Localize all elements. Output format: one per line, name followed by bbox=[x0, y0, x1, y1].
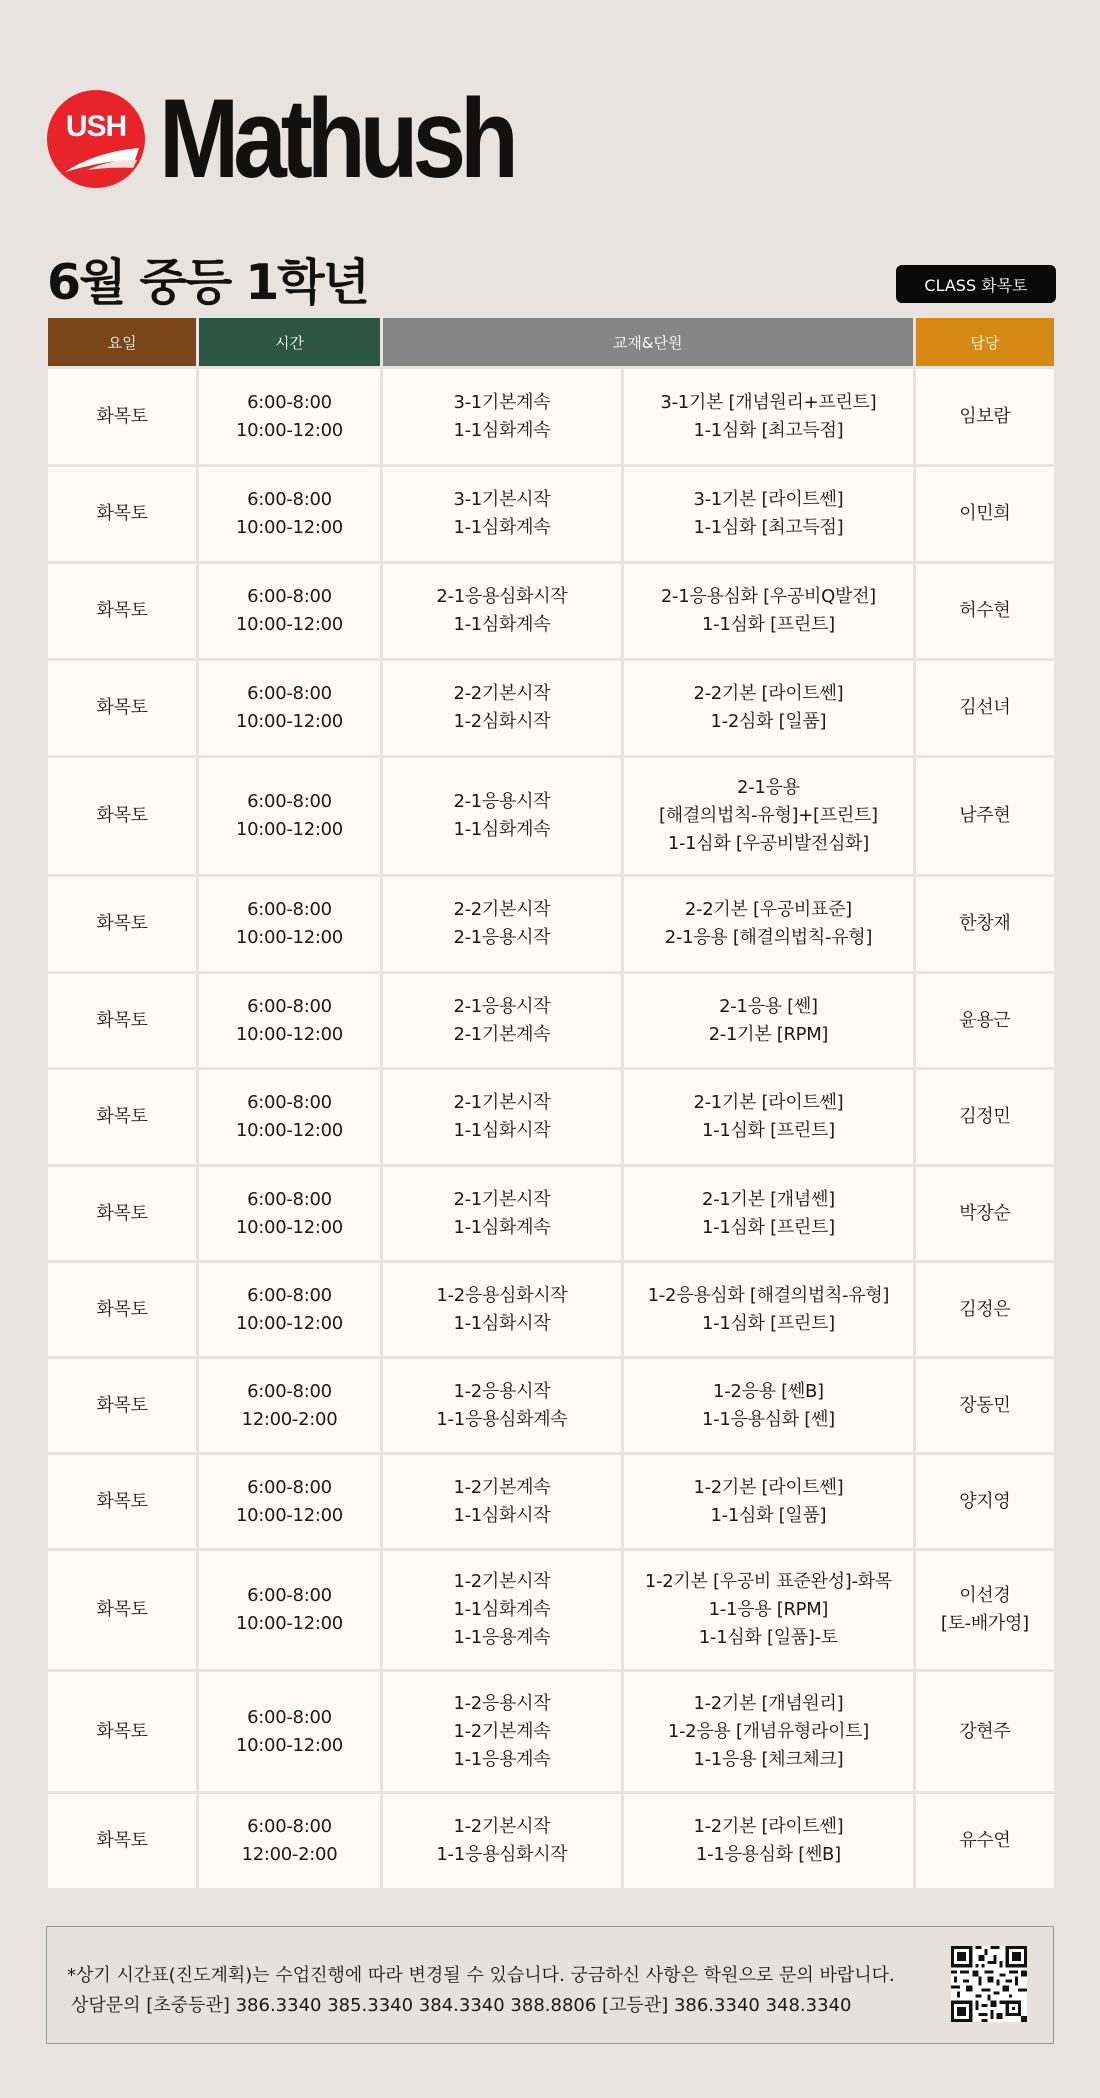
time-cell bbox=[199, 1263, 379, 1356]
progress-cell-line: 1-1심화계속 bbox=[453, 1216, 551, 1238]
table-row bbox=[48, 369, 1054, 464]
teacher-cell-line: 유수연 bbox=[959, 1830, 1011, 1851]
time-cell-line: 10:00-12:00 bbox=[235, 419, 343, 441]
progress-cell bbox=[383, 1672, 621, 1791]
progress-cell-line: 1-2기본계속 bbox=[453, 1720, 551, 1742]
time-cell bbox=[199, 877, 379, 971]
teacher-cell-line: 박장순 bbox=[959, 1202, 1011, 1224]
book-cell-line: 2-1기본 [RPM] bbox=[708, 1023, 829, 1045]
book-cell-line: 1-1심화 [프린트] bbox=[701, 614, 835, 635]
teacher-cell bbox=[916, 1794, 1054, 1888]
day-cell: 화목토 bbox=[48, 1672, 196, 1791]
logo-badge-text: USH bbox=[65, 110, 127, 143]
book-cell-line: 2-1응용 [해결의법칙-유형] bbox=[664, 927, 873, 948]
progress-cell-line: 1-2응용시작 bbox=[453, 1692, 551, 1714]
teacher-cell-line: 남주현 bbox=[959, 805, 1011, 826]
book-cell-line: 1-1응용심화 [쎈] bbox=[701, 1408, 835, 1430]
time-cell-line: 10:00-12:00 bbox=[235, 517, 343, 538]
time-cell-line: 6:00-8:00 bbox=[247, 791, 332, 812]
time-cell bbox=[199, 1167, 379, 1260]
progress-cell bbox=[383, 1455, 621, 1548]
progress-cell bbox=[383, 877, 621, 971]
ush-logo-icon bbox=[47, 90, 145, 188]
teacher-cell-line: 장동민 bbox=[959, 1394, 1011, 1416]
logo-swoosh-icon bbox=[47, 90, 145, 188]
book-cell-line: 2-1응용심화 [우공비Q발전] bbox=[660, 586, 876, 607]
progress-cell-line: 1-1심화계속 bbox=[453, 614, 551, 635]
contact-text: 상담문의 [초중등관] 386.3340 385.3340 384.3340 388.8806 [고등관] 386.3340 348.3340 bbox=[71, 1995, 852, 2016]
teacher-cell-line: 양지영 bbox=[959, 1490, 1011, 1512]
progress-cell-line: 1-2기본계속 bbox=[453, 1476, 551, 1498]
book-cell-line: 1-2응용 [개념유형라이트] bbox=[667, 1720, 869, 1742]
book-cell-line: 1-1응용 [RPM] bbox=[708, 1599, 829, 1620]
notice-text: *상기 시간표(진도계획)는 수업진행에 따라 변경될 수 있습니다. 궁금하신 사항은 학원으로 문의 바랍니다. bbox=[67, 1965, 895, 1986]
book-cell-line: 1-1심화 [최고득점] bbox=[693, 517, 844, 538]
book-cell-line: 1-1심화 [최고득점] bbox=[693, 419, 844, 441]
progress-cell bbox=[383, 758, 621, 874]
brand-logo bbox=[47, 76, 570, 201]
book-cell bbox=[624, 564, 913, 658]
header-teacher: 담당 bbox=[916, 318, 1054, 366]
time-cell bbox=[199, 1794, 379, 1888]
time-cell-line: 6:00-8:00 bbox=[247, 1092, 332, 1113]
progress-cell-line: 1-1심화계속 bbox=[453, 1599, 551, 1620]
book-cell-line: 1-1심화 [프린트] bbox=[701, 1216, 835, 1238]
progress-cell-line: 2-1응용심화시작 bbox=[436, 586, 568, 607]
progress-cell-line: 1-1심화계속 bbox=[453, 419, 551, 441]
time-cell-line: 10:00-12:00 bbox=[235, 1504, 343, 1526]
book-cell-line: 1-1응용 [체크체크] bbox=[693, 1748, 844, 1770]
progress-cell-line: 1-1심화시작 bbox=[453, 1504, 551, 1526]
book-cell bbox=[624, 467, 913, 561]
table-row bbox=[48, 877, 1054, 971]
book-cell bbox=[624, 1794, 913, 1888]
progress-cell-line: 3-1기본시작 bbox=[453, 489, 551, 510]
progress-cell-line: 1-2심화시작 bbox=[453, 711, 551, 732]
book-cell-line: 2-2기본 [우공비표준] bbox=[684, 899, 852, 920]
progress-cell bbox=[383, 467, 621, 561]
book-cell bbox=[624, 1263, 913, 1356]
progress-cell-line: 1-1응용심화계속 bbox=[436, 1408, 568, 1430]
book-cell-line: 2-1응용 [쎈] bbox=[719, 995, 818, 1017]
time-cell-line: 6:00-8:00 bbox=[247, 995, 332, 1017]
time-cell-line: 6:00-8:00 bbox=[247, 1284, 332, 1306]
progress-cell-line: 2-1응용시작 bbox=[453, 995, 551, 1017]
progress-cell-line: 2-1응용시작 bbox=[453, 791, 551, 812]
progress-cell-line: 3-1기본계속 bbox=[453, 391, 551, 413]
teacher-cell-line: 한창재 bbox=[959, 913, 1011, 934]
book-cell-line: 2-1응용 bbox=[737, 777, 800, 798]
time-cell-line: 6:00-8:00 bbox=[247, 1380, 332, 1402]
book-cell-line: 1-1심화 [일품] bbox=[710, 1504, 827, 1526]
teacher-cell bbox=[916, 974, 1054, 1067]
day-cell: 화목토 bbox=[48, 369, 196, 464]
class-badge: CLASS 화목토 bbox=[896, 265, 1056, 303]
time-cell-line: 6:00-8:00 bbox=[247, 683, 332, 704]
progress-cell-line: 2-1응용시작 bbox=[453, 927, 551, 948]
book-cell-line: 1-1심화 [일품]-토 bbox=[698, 1627, 838, 1648]
time-cell bbox=[199, 1455, 379, 1548]
book-cell-line: 1-2기본 [라이트쎈] bbox=[693, 1816, 844, 1837]
teacher-cell-line: 윤용근 bbox=[959, 1009, 1011, 1031]
book-cell-line: 3-1기본 [라이트쎈] bbox=[693, 489, 844, 510]
teacher-cell bbox=[916, 1263, 1054, 1356]
teacher-cell-line: [토-배가영] bbox=[940, 1613, 1029, 1634]
teacher-cell-line: 허수현 bbox=[959, 600, 1011, 621]
teacher-cell bbox=[916, 1672, 1054, 1791]
teacher-cell bbox=[916, 1167, 1054, 1260]
table-header-row bbox=[48, 318, 1054, 366]
progress-cell-line: 2-1기본시작 bbox=[453, 1092, 551, 1113]
day-cell: 화목토 bbox=[48, 1455, 196, 1548]
time-cell-line: 6:00-8:00 bbox=[247, 391, 332, 413]
book-cell-line: 3-1기본 [개념원리+프린트] bbox=[660, 391, 877, 413]
book-cell-line: 2-2기본 [라이트쎈] bbox=[693, 683, 844, 704]
teacher-cell-line: 김선녀 bbox=[959, 697, 1011, 718]
progress-cell bbox=[383, 1551, 621, 1669]
time-cell-line: 6:00-8:00 bbox=[247, 1706, 332, 1728]
book-cell bbox=[624, 661, 913, 755]
book-cell-line: 2-1기본 [라이트쎈] bbox=[693, 1092, 844, 1113]
teacher-cell-line: 임보람 bbox=[959, 405, 1011, 427]
teacher-cell bbox=[916, 1551, 1054, 1669]
progress-cell bbox=[383, 1070, 621, 1164]
time-cell-line: 10:00-12:00 bbox=[235, 1023, 343, 1045]
progress-cell-line: 1-2응용심화시작 bbox=[436, 1284, 568, 1306]
book-cell bbox=[624, 369, 913, 464]
teacher-cell bbox=[916, 1070, 1054, 1164]
time-cell bbox=[199, 1070, 379, 1164]
time-cell bbox=[199, 1551, 379, 1669]
table-row bbox=[48, 1794, 1054, 1888]
teacher-cell-line: 김정은 bbox=[959, 1298, 1011, 1320]
book-cell bbox=[624, 758, 913, 874]
time-cell bbox=[199, 1359, 379, 1452]
progress-cell-line: 1-1응용계속 bbox=[453, 1748, 551, 1770]
book-cell-line: 1-2기본 [개념원리] bbox=[693, 1692, 844, 1714]
book-cell-line: 1-1응용심화 [쎈B] bbox=[695, 1844, 841, 1865]
progress-cell-line: 1-1심화계속 bbox=[453, 517, 551, 538]
day-cell: 화목토 bbox=[48, 1167, 196, 1260]
progress-cell-line: 2-1기본시작 bbox=[453, 1188, 551, 1210]
page-title: 6월 중등 1학년 bbox=[47, 254, 368, 311]
book-cell-line: 1-2기본 [라이트쎈] bbox=[693, 1476, 844, 1498]
book-cell bbox=[624, 1455, 913, 1548]
time-cell-line: 10:00-12:00 bbox=[235, 614, 343, 635]
time-cell-line: 10:00-12:00 bbox=[235, 1613, 343, 1634]
timetable bbox=[45, 315, 1057, 1891]
teacher-cell-line: 이민희 bbox=[959, 503, 1011, 524]
header-book: 교재&단원 bbox=[383, 318, 913, 366]
book-cell bbox=[624, 1672, 913, 1791]
day-cell: 화목토 bbox=[48, 661, 196, 755]
time-cell-line: 6:00-8:00 bbox=[247, 586, 332, 607]
time-cell bbox=[199, 564, 379, 658]
header-time: 시간 bbox=[199, 318, 379, 366]
time-cell-line: 10:00-12:00 bbox=[235, 711, 343, 732]
progress-cell bbox=[383, 369, 621, 464]
table-row bbox=[48, 1263, 1054, 1356]
table-row bbox=[48, 1359, 1054, 1452]
time-cell bbox=[199, 974, 379, 1067]
time-cell-line: 6:00-8:00 bbox=[247, 489, 332, 510]
book-cell-line: 1-2기본 [우공비 표준완성]-화목 bbox=[644, 1571, 892, 1592]
book-cell bbox=[624, 1551, 913, 1669]
book-cell-line: 1-2심화 [일품] bbox=[710, 711, 827, 732]
progress-cell-line: 1-1응용심화시작 bbox=[436, 1844, 568, 1865]
teacher-cell-line: 이선경 bbox=[959, 1585, 1011, 1606]
progress-cell bbox=[383, 1167, 621, 1260]
table-row bbox=[48, 758, 1054, 874]
progress-cell-line: 2-1기본계속 bbox=[453, 1023, 551, 1045]
teacher-cell-line: 강현주 bbox=[959, 1720, 1011, 1742]
book-cell bbox=[624, 1070, 913, 1164]
notice-box bbox=[46, 1926, 1054, 2044]
book-cell-line: [해결의법칙-유형]+[프린트] bbox=[659, 805, 878, 826]
book-cell-line: 1-1심화 [우공비발전심화] bbox=[667, 833, 869, 854]
book-cell bbox=[624, 877, 913, 971]
table-row bbox=[48, 1551, 1054, 1669]
book-cell-line: 1-2응용 [쎈B] bbox=[713, 1380, 824, 1402]
day-cell: 화목토 bbox=[48, 974, 196, 1067]
time-cell-line: 6:00-8:00 bbox=[247, 899, 332, 920]
progress-cell-line: 1-2기본시작 bbox=[453, 1816, 551, 1837]
header-day: 요일 bbox=[48, 318, 196, 366]
table-row bbox=[48, 1167, 1054, 1260]
book-cell bbox=[624, 974, 913, 1067]
teacher-cell bbox=[916, 1359, 1054, 1452]
progress-cell bbox=[383, 564, 621, 658]
day-cell: 화목토 bbox=[48, 1794, 196, 1888]
progress-cell-line: 1-1심화시작 bbox=[453, 1312, 551, 1334]
progress-cell-line: 2-2기본시작 bbox=[453, 683, 551, 704]
teacher-cell bbox=[916, 467, 1054, 561]
book-cell-line: 1-2응용심화 [해결의법칙-유형] bbox=[647, 1284, 890, 1306]
day-cell: 화목토 bbox=[48, 1263, 196, 1356]
teacher-cell bbox=[916, 877, 1054, 971]
time-cell bbox=[199, 1672, 379, 1791]
book-cell bbox=[624, 1167, 913, 1260]
teacher-cell bbox=[916, 369, 1054, 464]
time-cell-line: 6:00-8:00 bbox=[247, 1816, 332, 1837]
time-cell-line: 10:00-12:00 bbox=[235, 819, 343, 840]
time-cell-line: 10:00-12:00 bbox=[235, 927, 343, 948]
day-cell: 화목토 bbox=[48, 1551, 196, 1669]
time-cell-line: 12:00-2:00 bbox=[241, 1844, 338, 1865]
progress-cell bbox=[383, 974, 621, 1067]
time-cell bbox=[199, 758, 379, 874]
day-cell: 화목토 bbox=[48, 1359, 196, 1452]
day-cell: 화목토 bbox=[48, 564, 196, 658]
brand-name: Mathush bbox=[159, 76, 513, 201]
progress-cell bbox=[383, 1263, 621, 1356]
progress-cell-line: 1-1심화시작 bbox=[453, 1120, 551, 1141]
book-cell bbox=[624, 1359, 913, 1452]
book-cell-line: 2-1기본 [개념쎈] bbox=[701, 1188, 835, 1210]
time-cell-line: 6:00-8:00 bbox=[247, 1188, 332, 1210]
time-cell-line: 12:00-2:00 bbox=[241, 1408, 338, 1430]
teacher-cell bbox=[916, 661, 1054, 755]
table-row bbox=[48, 564, 1054, 658]
table-row bbox=[48, 661, 1054, 755]
time-cell bbox=[199, 369, 379, 464]
time-cell bbox=[199, 467, 379, 561]
progress-cell-line: 1-1응용계속 bbox=[453, 1627, 551, 1648]
progress-cell-line: 1-1심화계속 bbox=[453, 819, 551, 840]
table-row bbox=[48, 1070, 1054, 1164]
day-cell: 화목토 bbox=[48, 758, 196, 874]
time-cell-line: 6:00-8:00 bbox=[247, 1585, 332, 1606]
day-cell: 화목토 bbox=[48, 467, 196, 561]
time-cell-line: 10:00-12:00 bbox=[235, 1312, 343, 1334]
time-cell-line: 6:00-8:00 bbox=[247, 1476, 332, 1498]
progress-cell bbox=[383, 1794, 621, 1888]
progress-cell-line: 1-2응용시작 bbox=[453, 1380, 551, 1402]
table-row bbox=[48, 467, 1054, 561]
book-cell-line: 1-1심화 [프린트] bbox=[701, 1312, 835, 1334]
progress-cell-line: 1-2기본시작 bbox=[453, 1571, 551, 1592]
progress-cell bbox=[383, 1359, 621, 1452]
table-row bbox=[48, 1455, 1054, 1548]
time-cell-line: 10:00-12:00 bbox=[235, 1120, 343, 1141]
teacher-cell bbox=[916, 564, 1054, 658]
teacher-cell bbox=[916, 1455, 1054, 1548]
book-cell-line: 1-1심화 [프린트] bbox=[701, 1120, 835, 1141]
teacher-cell-line: 김정민 bbox=[959, 1106, 1011, 1127]
table-row bbox=[48, 1672, 1054, 1791]
time-cell-line: 10:00-12:00 bbox=[235, 1734, 343, 1756]
progress-cell-line: 2-2기본시작 bbox=[453, 899, 551, 920]
table-row bbox=[48, 974, 1054, 1067]
day-cell: 화목토 bbox=[48, 877, 196, 971]
time-cell-line: 10:00-12:00 bbox=[235, 1216, 343, 1238]
day-cell: 화목토 bbox=[48, 1070, 196, 1164]
teacher-cell bbox=[916, 758, 1054, 874]
time-cell bbox=[199, 661, 379, 755]
qr-code-icon[interactable] bbox=[951, 1946, 1027, 2022]
progress-cell bbox=[383, 661, 621, 755]
